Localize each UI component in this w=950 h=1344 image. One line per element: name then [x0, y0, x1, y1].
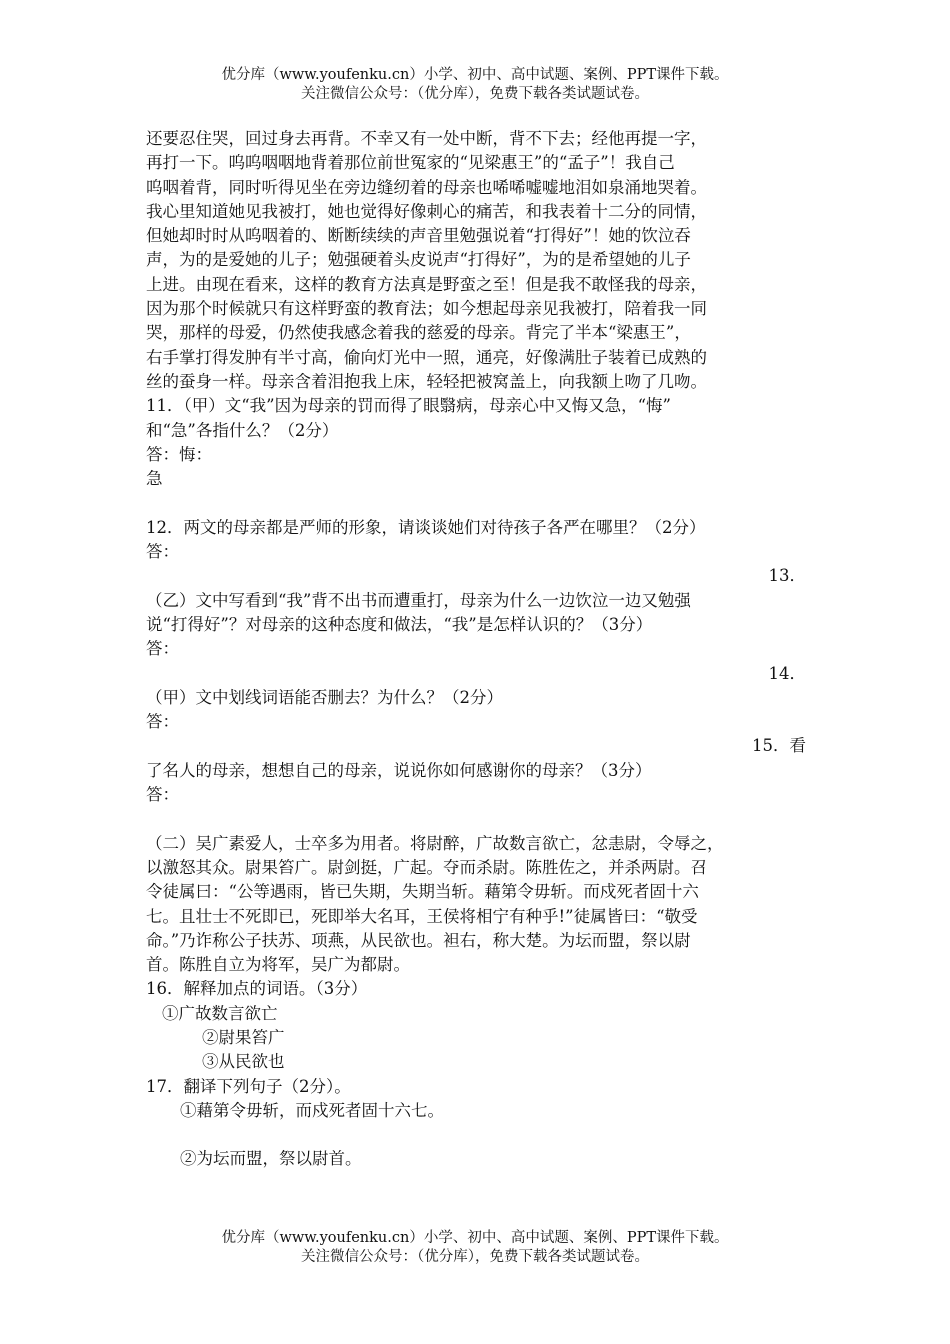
answer-label: 答： [146, 542, 179, 562]
answer-label: 答：悔： [146, 444, 212, 464]
spacer [146, 1123, 806, 1147]
passage-line: 右手掌打得发肿有半寸高，偷向灯光中一照，通亮，好像满肚子装着已成熟的 [146, 347, 707, 367]
question-text: 了名人的母亲，想想自己的母亲，说说你如何感谢你的母亲？（3分） [146, 760, 652, 780]
header-line-1: 优分库（www.youfenku.cn）小学、初中、高中试题、案例、PPT课件下载。 [221, 67, 729, 83]
passage-line: 首。陈胜自立为将军，吴广为都尉。 [146, 955, 410, 975]
header-line-2: 关注微信公众号：（优分库），免费下载各类试题试卷。 [301, 86, 649, 102]
question-11 [146, 394, 806, 491]
question-15 [146, 734, 806, 807]
answer-label: 答： [146, 785, 179, 805]
passage-line: 上进。由现在看来，这样的教育方法真是野蛮之至！但是我不敢怪我的母亲， [146, 274, 707, 294]
question-text: 和“急”各指什么？（2分） [146, 420, 339, 440]
passage-line: 再打一下。呜呜咽咽地背着那位前世冤家的“见梁惠王”的“孟子”！我自己 [146, 153, 675, 173]
passage-line: 因为那个时候就只有这样野蛮的教育法；如今想起母亲见我被打，陪着我一同 [146, 299, 707, 319]
question-text: 说“打得好”？对母亲的这种态度和做法，“我”是怎样认识的？（3分） [146, 614, 653, 634]
page-header [0, 66, 950, 104]
answer-label: 答： [146, 639, 179, 659]
passage-1 [146, 127, 806, 394]
question-number: 15．看 [752, 736, 806, 756]
footer-line-2: 关注微信公众号：（优分库），免费下载各类试题试卷。 [301, 1249, 649, 1265]
question-text: 11．（甲）文“我”因为母亲的罚而得了眼翳病，母亲心中又悔又急，“悔” [146, 396, 671, 416]
question-item: ①藉第令毋斩，而戍死者固十六七。 [180, 1100, 444, 1120]
passage-line: 七。且壮士不死即已，死即举大名耳，王侯将相宁有种乎!”徒属皆曰：“敬受 [146, 906, 698, 926]
question-item: ①广故数言欲亡 [162, 1003, 278, 1023]
question-number: 14． [768, 663, 806, 683]
passage-line: 声，为的是爱她的儿子；勉强硬着头皮说声“打得好”，为的是希望她的儿子 [146, 250, 691, 270]
question-number: 13． [768, 566, 806, 586]
question-13 [146, 564, 806, 661]
question-item: ③从民欲也 [202, 1052, 285, 1072]
passage-line: 呜咽着背，同时听得见坐在旁边缝纫着的母亲也唏唏嘘嘘地泪如泉涌地哭着。 [146, 177, 707, 197]
passage-line: 丝的蚕身一样。母亲含着泪抱我上床，轻轻把被窝盖上，向我额上吻了几吻。 [146, 371, 707, 391]
spacer [146, 491, 806, 515]
passage-2 [146, 832, 806, 978]
document-body [146, 127, 806, 1172]
passage-line: 哭，那样的母爱，仍然使我感念着我的慈爱的母亲。背完了半本“梁惠王”， [146, 323, 691, 343]
question-text: 12．两文的母亲都是严师的形象，请谈谈她们对待孩子各严在哪里？（2分） [146, 517, 706, 537]
question-text: （乙）文中写看到“我”背不出书而遭重打，母亲为什么一边饮泣一边又勉强 [146, 590, 691, 610]
passage-line: 还要忍住哭，回过身去再背。不幸又有一处中断，背不下去；经他再提一字， [146, 129, 707, 148]
spacer [146, 807, 806, 831]
answer-label: 答： [146, 712, 179, 732]
passage-line: （二）吴广素爱人，士卒多为用者。将尉醉，广故数言欲亡，忿恚尉，令辱之， [146, 833, 724, 853]
answer-label: 急 [146, 469, 163, 489]
footer-line-1: 优分库（www.youfenku.cn）小学、初中、高中试题、案例、PPT课件下载。 [221, 1230, 729, 1246]
question-12 [146, 516, 806, 565]
passage-line: 我心里知道她见我被打，她也觉得好像刺心的痛苦，和我表着十二分的同情， [146, 201, 707, 221]
question-14 [146, 662, 806, 735]
question-item: ②为坛而盟，祭以尉首。 [180, 1149, 362, 1169]
passage-line: 命。”乃诈称公子扶苏、项燕，从民欲也。袒右，称大楚。为坛而盟，祭以尉 [146, 930, 691, 950]
question-text: （甲）文中划线词语能否删去？为什么？（2分） [146, 687, 503, 707]
page-footer [0, 1229, 950, 1267]
question-16 [146, 977, 806, 1074]
passage-line: 令徒属曰：“公等遇雨，皆已失期，失期当斩。藉第令毋斩。而戍死者固十六 [146, 882, 699, 902]
question-text: 17．翻译下列句子（2分）。 [146, 1076, 351, 1096]
question-text: 16．解释加点的词语。（3分） [146, 979, 368, 999]
passage-line: 以激怒其众。尉果笞广。尉剑挺，广起。夺而杀尉。陈胜佐之，并杀两尉。召 [146, 857, 707, 877]
question-item: ②尉果笞广 [202, 1027, 285, 1047]
question-17 [146, 1075, 806, 1172]
passage-line: 但她却时时从呜咽着的、断断续续的声音里勉强说着“打得好”！她的饮泣吞 [146, 226, 691, 246]
